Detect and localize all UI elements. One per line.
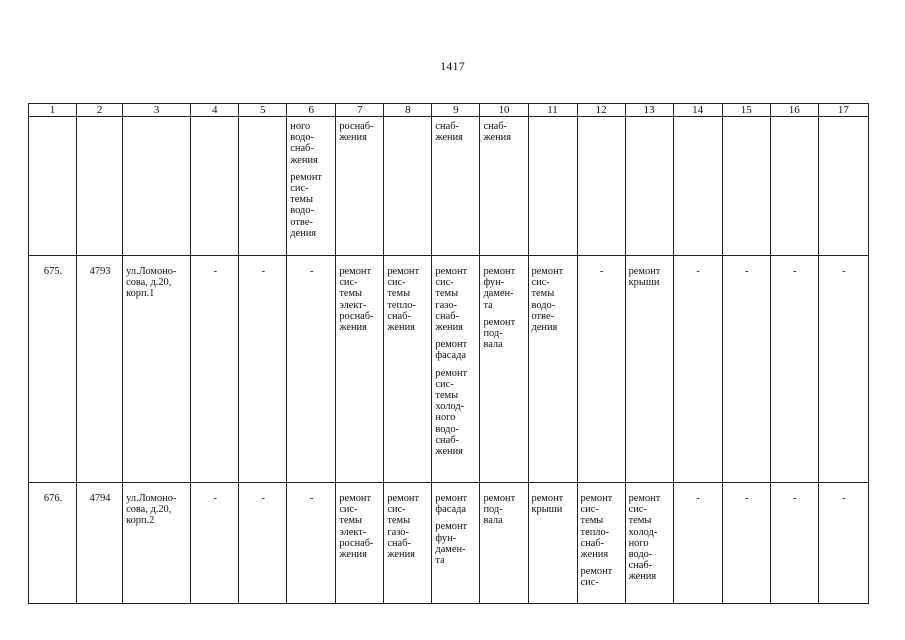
table-cell: [577, 483, 625, 604]
cell-entry: [726, 266, 768, 277]
table-cell: [239, 117, 287, 256]
column-number: 8: [384, 104, 432, 117]
cell-text-line: водо-: [531, 299, 556, 311]
cell-text-line: ремонт: [435, 266, 468, 277]
cell-text-line: под-: [483, 328, 503, 340]
cell-entry: [677, 266, 720, 277]
cell-text-line: ремонт: [628, 266, 661, 277]
cell-entry: [290, 266, 333, 277]
cell-text-line: вала: [483, 339, 503, 351]
cell-text-line: -: [599, 266, 604, 277]
cell-text-line: жения: [580, 549, 609, 561]
cell-text-line: жения: [290, 154, 318, 166]
cell-text-line: сис-: [387, 504, 406, 516]
cell-entry: [80, 493, 120, 504]
cell-text-line: сис-: [339, 277, 358, 289]
cell-text-line: темы: [339, 288, 363, 300]
cell-entry: [194, 266, 236, 277]
table-cell: [625, 117, 673, 256]
cell-text-line: ремонт: [580, 493, 613, 504]
table-row: [29, 483, 869, 604]
cell-text-line: ремонт: [580, 566, 613, 578]
cell-text-line: роснаб-: [339, 310, 374, 322]
table-cell: [625, 483, 673, 604]
cell-text-line: элект-: [339, 526, 367, 538]
table-cell: [336, 483, 384, 604]
cell-text-line: ремонт: [531, 493, 564, 504]
cell-text-line: -: [310, 493, 314, 504]
cell-entry: [532, 493, 575, 515]
cell-text-line: ного: [435, 412, 456, 424]
cell-text-line: -: [842, 266, 846, 277]
cell-text-line: сис-: [387, 277, 406, 289]
cell-text-line: водо-: [290, 205, 314, 217]
table-cell: [191, 117, 239, 256]
table-cell: [722, 483, 770, 604]
cell-text-line: темы: [435, 390, 459, 402]
table-cell: [770, 117, 818, 256]
table-cell: [528, 483, 577, 604]
table-row: [29, 117, 869, 256]
cell-entry: [435, 521, 477, 566]
table-cell: [336, 256, 384, 483]
cell-text-line: фун-: [435, 532, 457, 544]
cell-text-line: водо-: [435, 423, 460, 435]
table-cell: [625, 256, 673, 483]
column-number: 2: [77, 104, 123, 117]
cell-entry: [774, 493, 816, 504]
table-body: [29, 117, 869, 604]
table-cell: [480, 256, 528, 483]
cell-text-line: 675.: [43, 266, 63, 277]
cell-text-line: 4794: [89, 493, 111, 504]
cell-text-line: жения: [483, 132, 512, 144]
cell-text-line: ремонт: [339, 266, 371, 277]
cell-entry: [822, 493, 866, 504]
table-cell: [384, 256, 432, 483]
cell-entry: [677, 493, 720, 504]
cell-text-line: ремонт: [435, 493, 468, 504]
cell-text-line: 4793: [89, 266, 111, 277]
cell-text-line: жения: [339, 322, 367, 334]
cell-text-line: ремонт: [387, 266, 420, 277]
cell-text-line: роснаб-: [339, 537, 374, 549]
cell-text-line: дения: [290, 227, 317, 239]
cell-text-line: -: [696, 493, 700, 504]
cell-entry: [339, 121, 381, 143]
cell-text-line: газо-: [435, 299, 457, 311]
cell-text-line: фасада: [435, 350, 466, 362]
cell-entry: [435, 121, 477, 143]
cell-entry: [774, 266, 816, 277]
cell-entry: [290, 121, 333, 166]
cell-entry: [339, 266, 381, 333]
cell-entry: [581, 566, 623, 588]
cell-text-line: -: [213, 493, 217, 504]
cell-text-line: ремонт: [483, 493, 516, 504]
cell-text-line: сис-: [435, 277, 454, 289]
cell-text-line: ного: [628, 537, 649, 549]
cell-text-line: ул.Ломоно-: [126, 493, 177, 504]
cell-text-line: дения: [531, 322, 558, 334]
cell-text-line: холод-: [435, 401, 465, 413]
column-number: 16: [770, 104, 818, 117]
table-cell: [239, 483, 287, 604]
cell-text-line: -: [310, 266, 314, 277]
table-cell: [77, 483, 123, 604]
cell-text-line: вала: [483, 515, 503, 527]
cell-text-line: тепло-: [387, 299, 416, 311]
cell-text-line: ремонт: [387, 493, 420, 504]
column-number: 3: [123, 104, 191, 117]
cell-text-line: элект-: [339, 299, 367, 311]
column-number: 17: [818, 104, 868, 117]
cell-entry: [242, 266, 284, 277]
cell-text-line: жения: [387, 322, 415, 334]
table-cell: [818, 117, 868, 256]
cell-text-line: сова, д.20,: [126, 504, 172, 516]
cell-text-line: темы: [580, 515, 604, 527]
cell-text-line: фасада: [435, 504, 466, 516]
table-cell: [191, 256, 239, 483]
cell-text-line: жения: [387, 549, 415, 561]
cell-entry: [822, 266, 866, 277]
cell-text-line: ул.Ломоно-: [126, 266, 177, 277]
table-cell: [577, 256, 625, 483]
cell-text-line: -: [213, 266, 217, 277]
cell-text-line: крыши: [628, 277, 660, 289]
table-cell: [673, 256, 722, 483]
cell-text-line: сис-: [580, 577, 599, 589]
table-cell: [673, 117, 722, 256]
cell-text-line: ремонт: [435, 521, 468, 533]
cell-text-line: ремонт: [531, 266, 564, 277]
cell-text-line: корп.1: [126, 288, 155, 300]
table-cell: [577, 117, 625, 256]
table-cell: [432, 483, 480, 604]
cell-entry: [435, 368, 477, 458]
cell-text-line: темы: [387, 515, 411, 527]
cell-text-line: ремонт: [290, 171, 322, 183]
cell-text-line: снаб-: [580, 537, 605, 549]
table-cell: [432, 117, 480, 256]
cell-text-line: фун-: [483, 277, 505, 289]
table-cell: [191, 483, 239, 604]
column-number: 14: [673, 104, 722, 117]
table-cell: [818, 256, 868, 483]
cell-text-line: темы: [628, 515, 652, 527]
column-number: 12: [577, 104, 625, 117]
cell-entry: [581, 493, 623, 560]
cell-text-line: жения: [628, 571, 657, 583]
cell-text-line: крыши: [531, 504, 563, 516]
cell-text-line: водо-: [290, 132, 314, 144]
cell-text-line: -: [744, 266, 749, 277]
cell-entry: [126, 493, 188, 527]
cell-text-line: сис-: [628, 504, 647, 516]
cell-entry: [339, 493, 381, 560]
table-cell: [123, 117, 191, 256]
cell-text-line: сис-: [435, 378, 454, 390]
cell-text-line: темы: [339, 515, 363, 527]
cell-text-line: тепло-: [580, 526, 610, 538]
cell-text-line: снаб-: [387, 310, 411, 322]
cell-text-line: жения: [339, 549, 367, 561]
cell-text-line: корп.2: [126, 515, 155, 527]
table-cell: [673, 483, 722, 604]
table-cell: [722, 256, 770, 483]
cell-text-line: темы: [387, 288, 411, 300]
cell-text-line: водо-: [628, 549, 653, 561]
table-cell: [722, 117, 770, 256]
cell-text-line: отве-: [531, 310, 555, 322]
cell-text-line: ремонт: [435, 339, 468, 351]
column-number: 9: [432, 104, 480, 117]
cell-text-line: жения: [435, 132, 463, 144]
table-cell: [528, 117, 577, 256]
page-number: 1417: [440, 59, 465, 73]
cell-text-line: -: [842, 493, 846, 504]
table-cell: [29, 256, 77, 483]
cell-text-line: -: [261, 493, 265, 504]
cell-text-line: сис-: [531, 277, 550, 289]
cell-entry: [387, 266, 429, 333]
cell-text-line: темы: [531, 288, 555, 300]
table-cell: [480, 117, 528, 256]
cell-entry: [483, 493, 525, 527]
cell-entry: [32, 493, 74, 504]
cell-entry: [483, 121, 525, 143]
cell-text-line: ного: [290, 121, 311, 132]
cell-text-line: снаб-: [628, 560, 653, 572]
cell-text-line: жения: [435, 446, 463, 458]
table-cell: [287, 117, 336, 256]
cell-entry: [242, 493, 284, 504]
cell-entry: [387, 493, 429, 560]
cell-text-line: сис-: [339, 504, 358, 516]
cell-text-line: темы: [290, 194, 313, 206]
column-number: 10: [480, 104, 528, 117]
cell-entry: [194, 493, 236, 504]
column-number: 5: [239, 104, 287, 117]
cell-text-line: ремонт: [483, 316, 516, 328]
cell-entry: [126, 266, 188, 300]
cell-entry: [290, 172, 333, 239]
column-number: 6: [287, 104, 336, 117]
cell-entry: [483, 317, 525, 351]
column-number: 1: [29, 104, 77, 117]
cell-text-line: холод-: [628, 526, 658, 538]
cell-text-line: под-: [483, 504, 503, 516]
cell-text-line: дамен-: [483, 288, 514, 300]
table-cell: [123, 483, 191, 604]
cell-text-line: газо-: [387, 526, 409, 538]
cell-entry: [629, 266, 671, 288]
cell-entry: [32, 266, 74, 277]
table-cell: [528, 256, 577, 483]
cell-text-line: -: [793, 266, 797, 277]
cell-text-line: снаб-: [290, 143, 314, 155]
cell-entry: [532, 266, 575, 333]
table-cell: [287, 483, 336, 604]
cell-text-line: та: [483, 299, 493, 311]
table-cell: [480, 483, 528, 604]
cell-text-line: сова, д.20,: [126, 277, 172, 289]
table-cell: [29, 483, 77, 604]
cell-text-line: -: [696, 266, 700, 277]
cell-text-line: сис-: [580, 504, 599, 516]
cell-text-line: сис-: [290, 183, 309, 195]
cell-text-line: жения: [339, 132, 367, 144]
table-cell: [384, 117, 432, 256]
cell-text-line: снаб-: [483, 121, 507, 132]
table-cell: [77, 117, 123, 256]
cell-text-line: отве-: [290, 216, 313, 228]
cell-text-line: -: [744, 493, 749, 504]
column-number: 4: [191, 104, 239, 117]
table-cell: [336, 117, 384, 256]
table-cell: [29, 117, 77, 256]
cell-entry: [290, 493, 333, 504]
column-number: 7: [336, 104, 384, 117]
cell-text-line: ремонт: [483, 266, 516, 277]
column-number: 13: [625, 104, 673, 117]
cell-entry: [483, 266, 525, 311]
table-cell: [770, 483, 818, 604]
cell-text-line: снаб-: [435, 434, 459, 446]
cell-entry: [581, 266, 623, 277]
cell-text-line: роснаб-: [339, 121, 374, 132]
cell-text-line: та: [435, 555, 445, 567]
table-cell: [123, 256, 191, 483]
table-cell: [818, 483, 868, 604]
cell-entry: [726, 493, 768, 504]
cell-text-line: ремонт: [628, 493, 661, 504]
column-number: 15: [722, 104, 770, 117]
cell-text-line: дамен-: [435, 543, 466, 555]
cell-text-line: ремонт: [339, 493, 371, 504]
cell-entry: [435, 339, 477, 361]
cell-entry: [435, 493, 477, 515]
table-cell: [77, 256, 123, 483]
table-cell: [770, 256, 818, 483]
table-cell: [287, 256, 336, 483]
cell-text-line: снаб-: [435, 310, 459, 322]
cell-text-line: 676.: [43, 493, 63, 504]
cell-text-line: жения: [435, 322, 463, 334]
cell-text-line: ремонт: [435, 367, 468, 379]
cell-entry: [80, 266, 120, 277]
column-number: 11: [528, 104, 577, 117]
table-cell: [432, 256, 480, 483]
cell-text-line: снаб-: [435, 121, 459, 132]
column-number-row: [29, 104, 869, 117]
table-cell: [384, 483, 432, 604]
cell-text-line: снаб-: [387, 537, 411, 549]
cell-text-line: темы: [435, 288, 459, 300]
table-row: [29, 256, 869, 483]
cell-entry: [435, 266, 477, 333]
cell-entry: [629, 493, 671, 583]
cell-text-line: -: [261, 266, 265, 277]
repair-schedule-table: [28, 103, 869, 604]
cell-text-line: -: [793, 493, 797, 504]
table-cell: [239, 256, 287, 483]
